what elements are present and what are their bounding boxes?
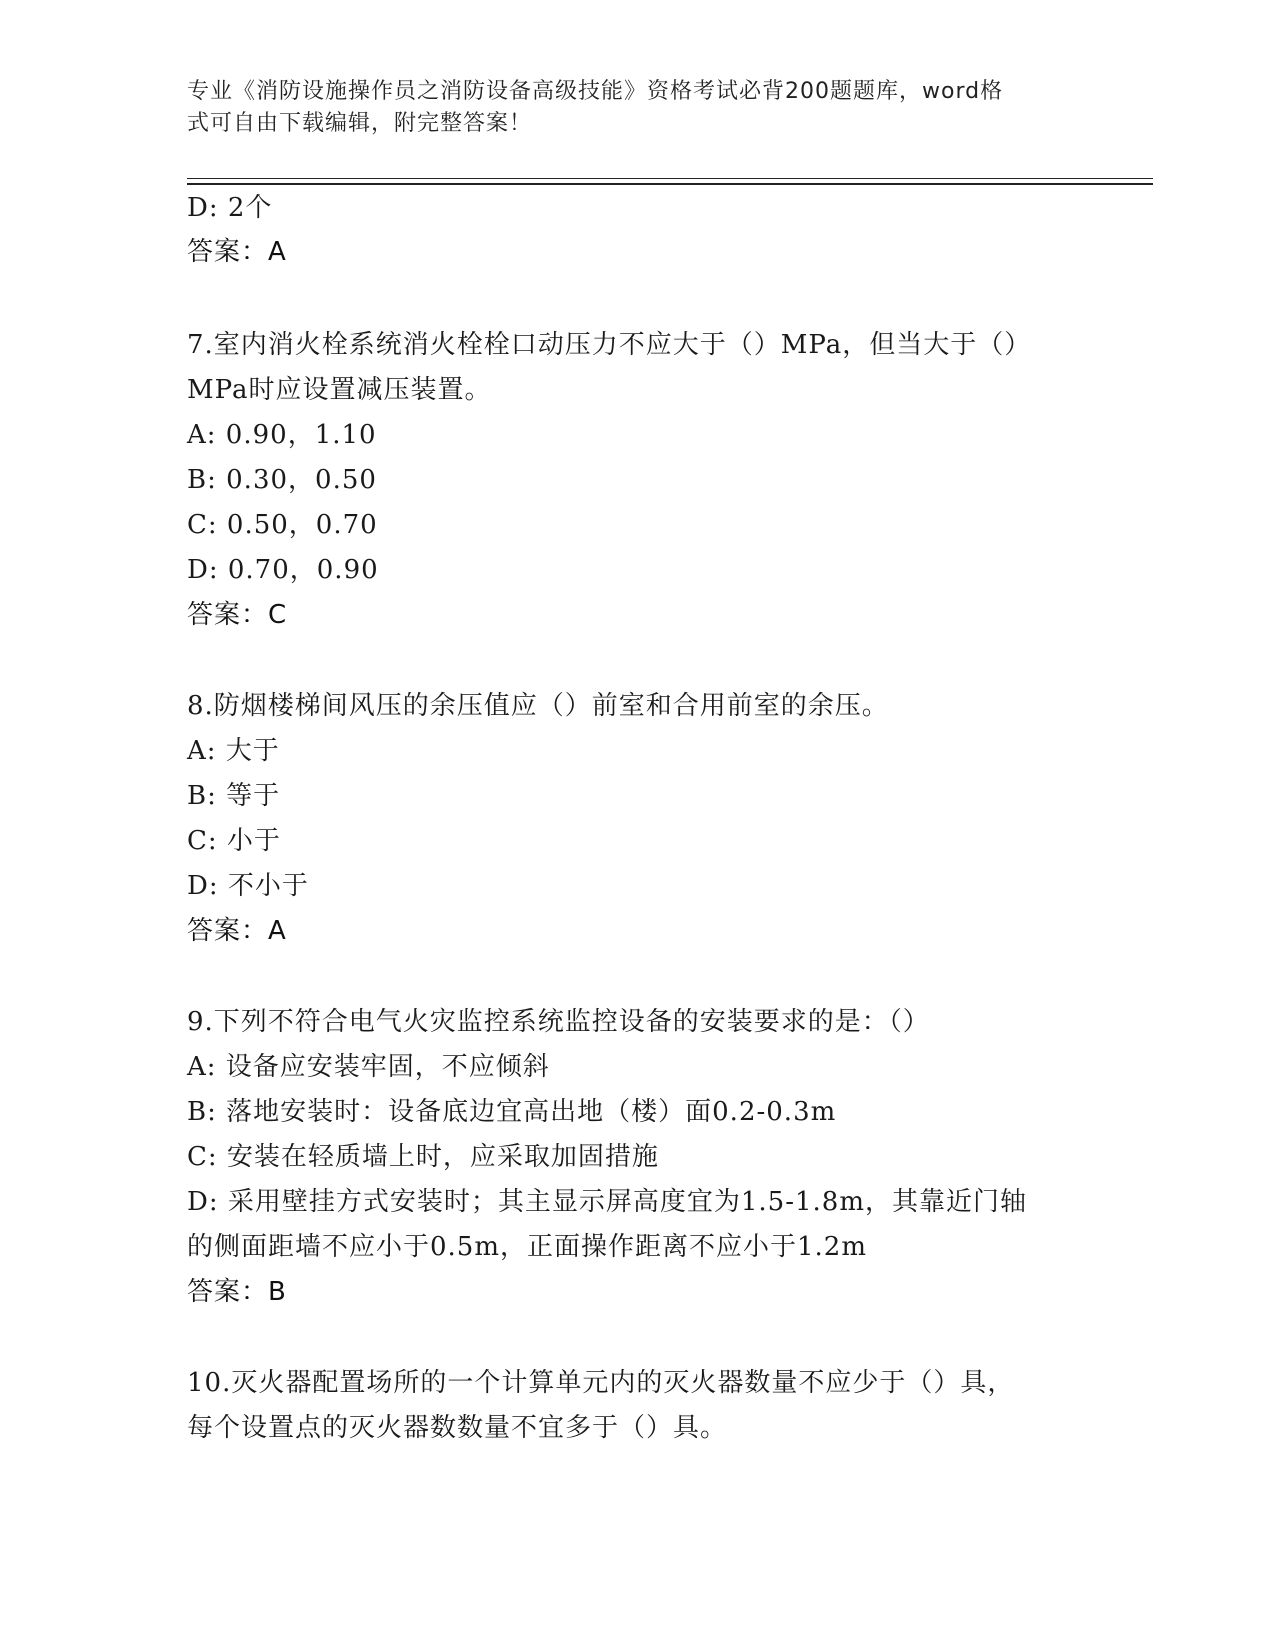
- q8-option-d: D: 不小于: [187, 871, 309, 901]
- q9-answer: 答案：B: [187, 1277, 287, 1307]
- q7-answer: 答案：C: [187, 600, 288, 630]
- q7-option-d: D: 0.70，0.90: [187, 555, 379, 585]
- q9-option-a: A: 设备应安装牢固，不应倾斜: [187, 1052, 550, 1082]
- header-divider-thick: [187, 183, 1153, 185]
- q9-option-b: B: 落地安装时：设备底边宜高出地（楼）面0.2-0.3m: [187, 1097, 837, 1127]
- q9-stem: 9.下列不符合电气火灾监控系统监控设备的安装要求的是：（）: [187, 1007, 930, 1037]
- q7-option-c: C: 0.50，0.70: [187, 510, 378, 540]
- q8-option-b: B: 等于: [187, 781, 281, 811]
- header-line-2: 式可自由下载编辑，附完整答案！: [187, 111, 533, 136]
- document-header: [187, 76, 1067, 140]
- header-divider-thin: [187, 178, 1153, 179]
- header-line-1: 专业《消防设施操作员之消防设备高级技能》资格考试必背200题题库，word格: [187, 79, 1004, 104]
- q8-option-c: C: 小于: [187, 826, 281, 856]
- q7-stem-line-2: MPa时应设置减压装置。: [187, 375, 492, 405]
- q10-stem-line-1: 10.灭火器配置场所的一个计算单元内的灭火器数量不应少于（）具，: [187, 1368, 1015, 1398]
- q8-answer: 答案：A: [187, 916, 287, 946]
- q9-option-d-line-2: 的侧面距墙不应小于0.5m，正面操作距离不应小于1.2m: [187, 1232, 868, 1262]
- prev-answer: 答案：A: [187, 237, 287, 267]
- q7-stem-line-1: 7.室内消火栓系统消火栓栓口动压力不应大于（）MPa，但当大于（）: [187, 330, 1032, 360]
- q10-stem-line-2: 每个设置点的灭火器数数量不宜多于（）具。: [187, 1413, 728, 1443]
- q8-stem: 8.防烟楼梯间风压的余压值应（）前室和合用前室的余压。: [187, 691, 889, 721]
- q9-option-c: C: 安装在轻质墙上时，应采取加固措施: [187, 1142, 659, 1172]
- prev-option-d: D: 2个: [187, 193, 273, 223]
- q7-option-a: A: 0.90，1.10: [187, 420, 377, 450]
- q8-option-a: A: 大于: [187, 736, 280, 766]
- q7-option-b: B: 0.30，0.50: [187, 465, 377, 495]
- q9-option-d-line-1: D: 采用壁挂方式安装时；其主显示屏高度宜为1.5-1.8m，其靠近门轴: [187, 1187, 1028, 1217]
